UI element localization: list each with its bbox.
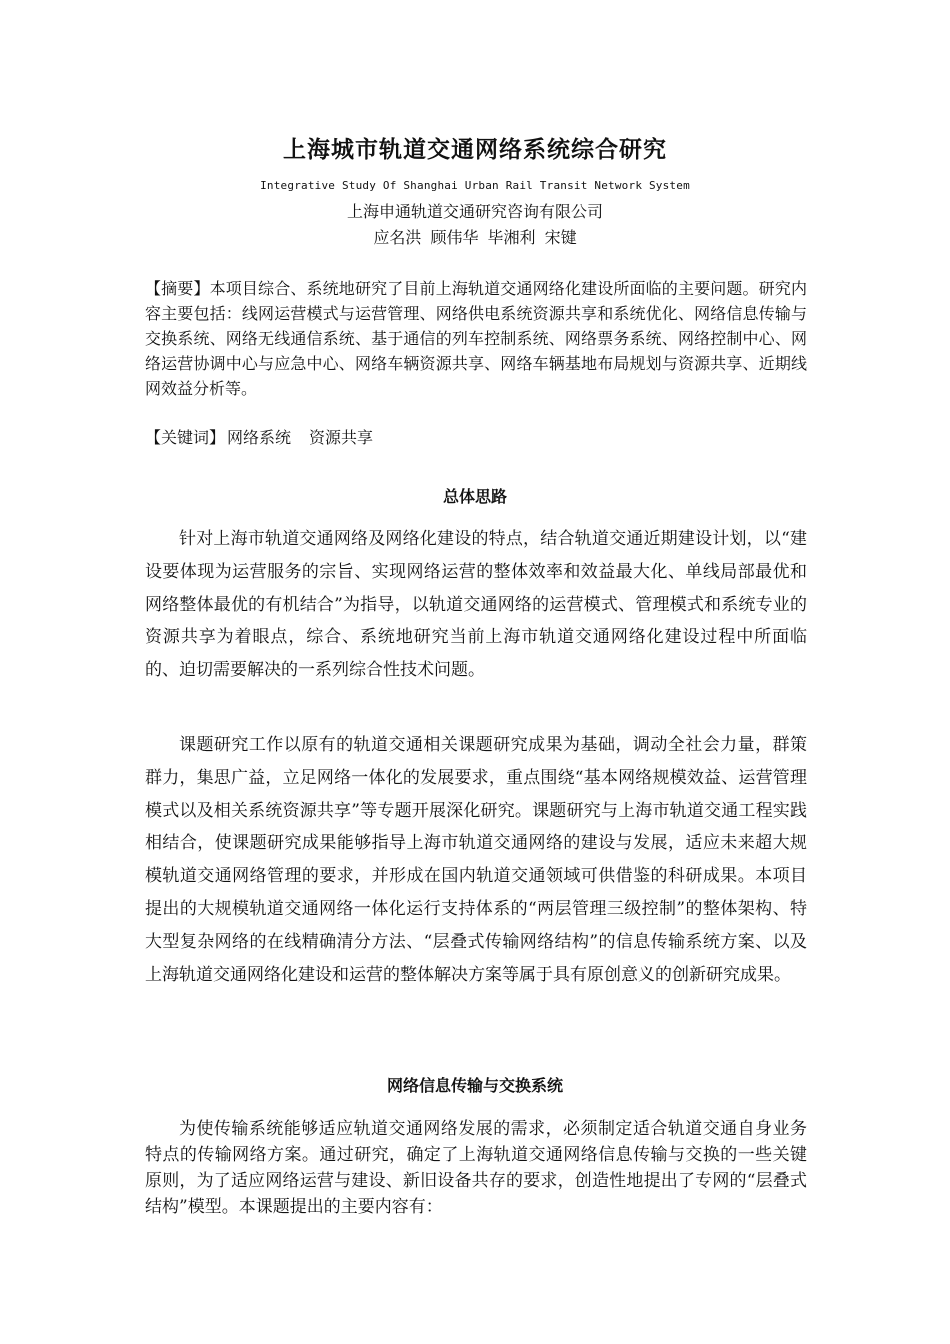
english-subtitle: Integrative Study Of Shanghai Urban Rail Transit Network System (260, 179, 690, 192)
section-heading-network-transmission: 网络信息传输与交换系统 (386, 1076, 563, 1095)
abstract-block (145, 276, 807, 401)
body-paragraph: 课题研究工作以原有的轨道交通相关课题研究成果为基础，调动全社会力量，群策群力，集思广益，立足网络一体化的发展要求，重点围绕“基本网络规模效益、运营管理模式以及相关系统资源共享”等专题开展深化研究。课题研究与上海市轨道交通工程实践相结合，使课题研究成果能够指导上海市轨道交通网络的建设与发展，适应未来超大规模轨道交通网络管理的要求，并形成在国内轨道交通领域可供借鉴的科研成果。本项目提出的大规模轨道交通网络一体化运行支持体系的“两层管理三级控制”的整体架构、特大型复杂网络的在线精确清分方法、“层叠式传输网络结构”的信息传输系统方案、以及上海轨道交通网络化建设和运营的整体解决方案等属于具有原创意义的创新研究成果。 (145, 735, 807, 985)
abstract-text: 本项目综合、系统地研究了目前上海轨道交通网络化建设所面临的主要问题。研究内容主要包括：线网运营模式与运营管理、网络供电系统资源共享和系统优化、网络信息传输与交换系统、网络无线通信系统、基于通信的列车控制系统、网络票务系统、网络控制中心、网络运营协调中心与应急中心、网络车辆资源共享、网络车辆基地布局规划与资源共享、近期线网效益分析等。 (145, 279, 807, 398)
document-title: 上海城市轨道交通网络系统综合研究 (283, 136, 667, 163)
organization-name: 上海申通轨道交通研究咨询有限公司 (346, 202, 603, 221)
body-paragraph: 针对上海市轨道交通网络及网络化建设的特点，结合轨道交通近期建设计划，以“建设要体现为运营服务的宗旨、实现网络运营的整体效率和效益最大化、单线局部最优和网络整体最优的有机结合”为指导，以轨道交通网络的运营模式、管理模式和系统专业的资源共享为着眼点，综合、系统地研究当前上海市轨道交通网络化建设过程中所面临的、迫切需要解决的一系列综合性技术问题。 (145, 529, 807, 681)
keyword-item: 网络系统 (227, 428, 292, 447)
abstract-label: 【摘要】 (145, 279, 210, 298)
keyword-item: 资源共享 (309, 428, 374, 447)
keywords-block (145, 425, 807, 450)
author-list: 应名洪 顾伟华 毕湘利 宋键 (373, 228, 577, 247)
section-heading-overall-approach: 总体思路 (442, 487, 507, 506)
body-paragraph: 为使传输系统能够适应轨道交通网络发展的需求，必须制定适合轨道交通自身业务特点的传输网络方案。通过研究，确定了上海轨道交通网络信息传输与交换的一些关键原则，为了适应网络运营与建设、新旧设备共存的要求，创造性地提出了专网的“层叠式结构”模型。本课题提出的主要内容有： (145, 1119, 807, 1217)
keywords-label: 【关键词】 (145, 428, 226, 447)
